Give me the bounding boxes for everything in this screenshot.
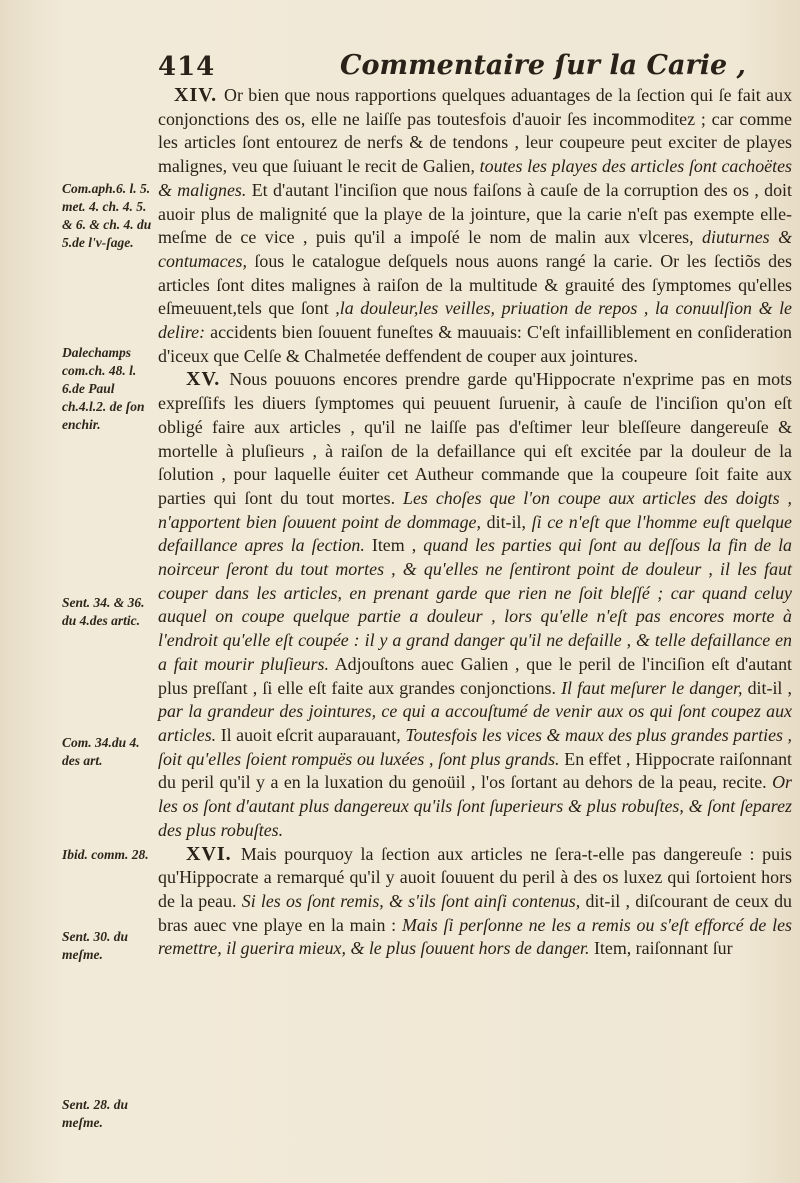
text-run: Adjouſtons auec Galien , que le peril de l'inciſion eſt d'autant plus preſſant , ſi elle eſt faite aux grandes conjonctions.	[158, 653, 792, 698]
paragraph	[158, 368, 792, 842]
quotation: toutes les playes des articles ſont cachoëtes & malignes.	[158, 156, 792, 200]
paragraph	[158, 843, 792, 962]
quotation: diuturnes & contumaces,	[158, 227, 792, 271]
text-run: Item, raiſonnant ſur	[589, 938, 733, 959]
quotation: ſi ce n'eſt que l'homme euſt quelque defaillance apres la ſection.	[158, 511, 792, 556]
text-run: ſous le catalogue deſquels nous auons rangé la carie. Or les ſectiõs des articles ſont dites malignes à raiſon de la multitude & grauité des ſymptomes qu'elles eſmeuuent,tels que ſont	[158, 250, 792, 319]
text-run: Item ,	[364, 535, 424, 556]
text-run: dit-il , diſcourant de ceux du bras auec vne playe en la main :	[158, 890, 792, 935]
text-run: Mais pourquoy la ſection aux articles ne ſera-t-elle pas dangereuſe : puis qu'Hippocrate a remarqué qu'il y auoit ſouuent du peril à des os luxez qui ſortoient hors de la peau.	[158, 843, 793, 911]
paragraph-number: XV.	[186, 368, 230, 391]
quotation: par la grandeur des jointures, ce qui a accouſtumé de venir aux os qui ſont coupez aux articles.	[158, 701, 792, 745]
quotation: Toutesfois les vices & maux des plus grandes parties , ſoit qu'elles ſoient rompuës ou luxées , ſont plus grands.	[158, 724, 792, 769]
running-title: Commentaire ſur la Carie ,	[340, 50, 746, 81]
quotation: Mais ſi perſonne ne les a remis ou s'eſt efforcé de les remettre, il guerira mieux, & le plus ſouuent hors de danger.	[158, 914, 792, 959]
paragraph	[158, 84, 792, 368]
paragraph-number: XIV.	[174, 84, 225, 106]
quotation: ,la douleur,les veilles, priuation de repos , la conuulſion & le delire:	[158, 298, 792, 343]
text-run: Et d'autant l'inciſion que nous faiſons à cauſe de la corruption des os , doit auoir plus de malignité que la playe de la jointure, que la carie n'eſt pas exempte elle-meſme de ce vice , puis qu'il a impoſé le nom de malin aux vlceres,	[158, 179, 793, 248]
margin-note: Sent. 34. & 36. du 4.des artic.	[62, 595, 145, 628]
quotation: Les choſes que l'on coupe aux articles des doigts , n'apportent bien ſouuent point de dommage,	[158, 487, 793, 532]
text-run: Or bien que nous rapportions quelques aduantages de la ſection qui ſe fait aux conjonctions des os, elle ne laiſſe pas toutesfois d'auoir ſes incommoditez ; car comme les articles ſont entourez de nerfs & de tendons , leur coupeure peut exciter de playes malignes, veu que ſuiuant le recit de Galien,	[158, 85, 793, 177]
body-text	[158, 84, 792, 961]
quotation: quand les parties qui ſont au deſſous la fin de la noirceur ſeront du tout mortes , & qu'elles ne ſentiront point de douleur , il les faut couper dans les articles, en prenant garde que rien ne ſoit bleſſé ; car quand celuy auquel on coupe quelque partie a douleur , lors qu'elle n'eſt pas encores morte à l'endroit qu'elle eſt coupée : il y a grand danger qu'il ne defaille , & telle defaillance en a fait mourir pluſieurs.	[158, 535, 792, 674]
text-run: Nous pouuons encores prendre garde qu'Hippocrate n'exprime pas en mots expreſſifs les diuers ſymptomes qui peuuent ſuruenir, à cauſe de l'inciſion qu'on eſt obligé faire aux articles , qu'il ne laiſſe pas d'eſtimer leur bleſſeure dangereuſe & mortelle à pluſieurs , à raiſon de la defaillance qui eſt excitée par la douleur de la ſolution , pour laquelle éuiter cet Autheur commande que la coupeure ſoit faite aux parties qui ſont du tout mortes.	[158, 369, 792, 508]
quotation: Si les os ſont remis, & s'ils ſont ainſi contenus,	[241, 890, 581, 911]
text-run: Il auoit eſcrit auparauant,	[216, 724, 406, 745]
margin-note: Sent. 30. du meſme.	[62, 929, 129, 962]
quotation: Or les os ſont d'autant plus dangereux qu'ils ſont ſuperieurs & plus robuſtes, & ſont ſeparez des plus robuſtes.	[158, 772, 792, 840]
page-number: 414	[158, 52, 216, 82]
margin-note: Com. 34.du 4. des art.	[62, 735, 140, 768]
text-run: dit-il ,	[742, 677, 792, 698]
margin-note: Com.aph.6. l. 5. met. 4. ch. 4. 5. & 6. & ch. 4. du 5.de l'v-ſage.	[62, 181, 152, 250]
margin-note: Dalechamps com.ch. 48. l. 6.de Paul ch.4.l.2. de ſon enchir.	[62, 345, 145, 432]
quotation: Il faut meſurer le danger,	[561, 677, 743, 698]
text-run: dit-il,	[480, 511, 532, 532]
paragraph-number: XVI.	[186, 842, 241, 865]
margin-note: Ibid. comm. 28.	[62, 847, 149, 862]
page-header	[158, 48, 788, 88]
text-run: En effet , Hippocrate raiſonnant du peril qu'il y a en la luxation du genoüil , l'os ſortant au dehors de la peau, recite.	[158, 748, 792, 793]
text-run: accidents bien ſouuent funeſtes & mauuais: C'eſt infailliblement en conſideration d'iceux que Celſe & Chalmetée deffendent de couper aux jointures.	[158, 322, 792, 366]
margin-note: Sent. 28. du meſme.	[62, 1097, 129, 1130]
